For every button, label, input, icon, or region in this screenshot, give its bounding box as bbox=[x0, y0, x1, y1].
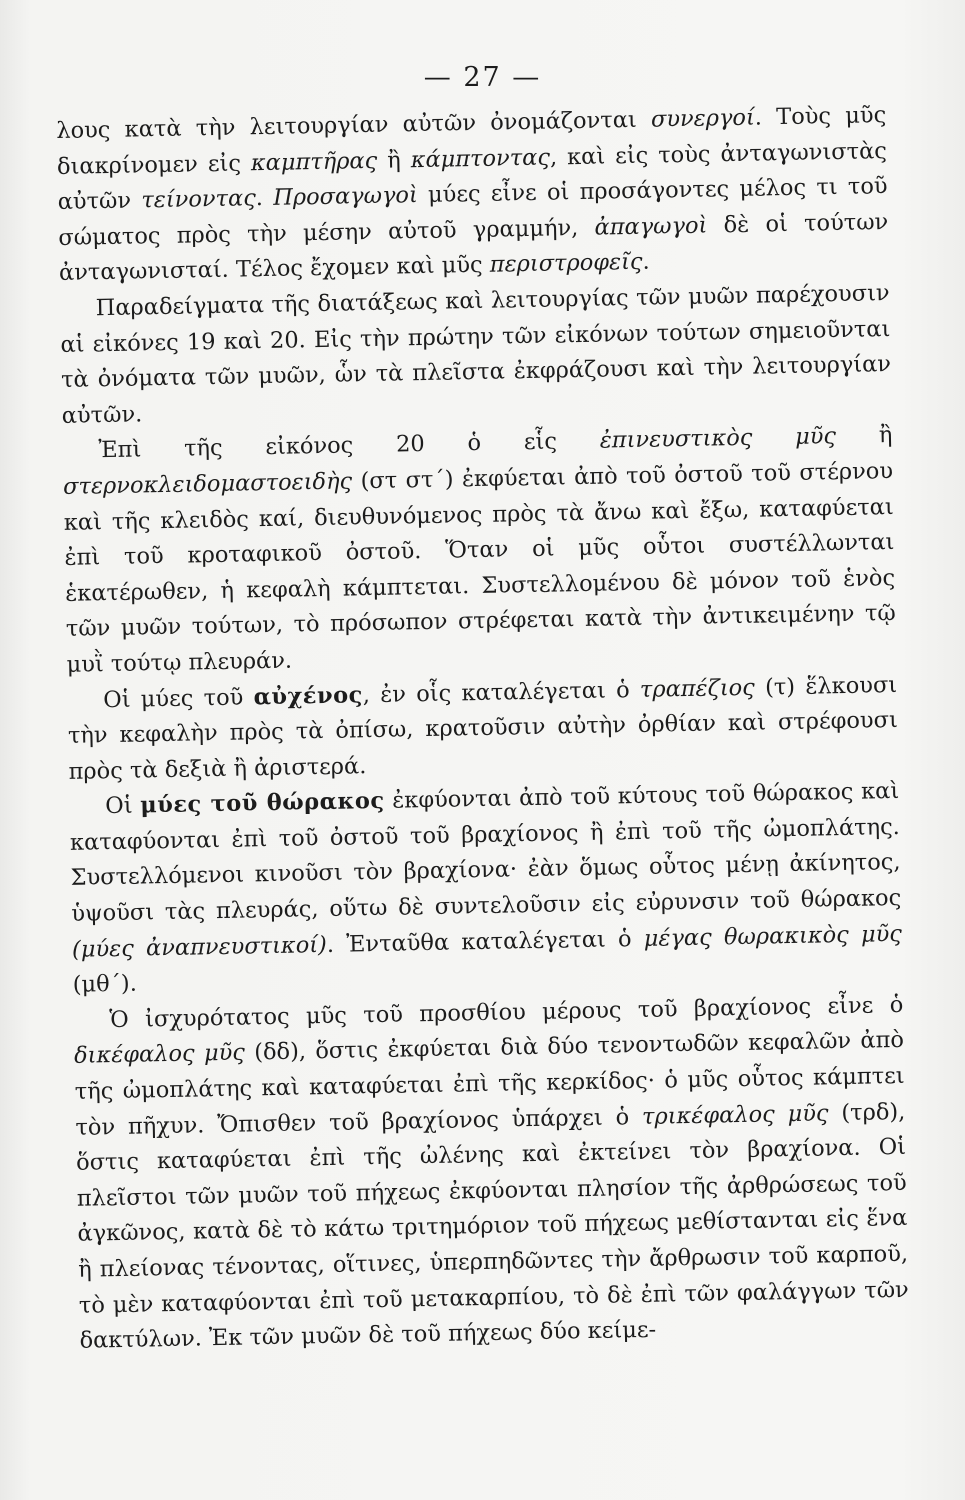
text-run: Οἱ μύες τοῦ bbox=[103, 683, 254, 713]
italic-term: Προσαγωγοὶ bbox=[272, 182, 419, 212]
body-text bbox=[56, 98, 910, 1359]
italic-term: μέγας θωρακικὸς μῦς bbox=[643, 920, 903, 952]
text-run: Ἐπὶ τῆς εἰκόνος 20 ὁ εἷς bbox=[98, 427, 600, 464]
text-run: (μθ΄). bbox=[72, 970, 138, 999]
text-run: . bbox=[642, 249, 650, 276]
text-run: (δδ), ὅστις ἐκφύεται διὰ δύο τενοντωδῶν κεφαλῶν ἀπὸ τῆς ὠμοπλάτης καὶ καταφύεται ἐπὶ τῆς κερκίδος· ὁ μῦς οὗτος κάμπτει τὸν πῆχυν. Ὄπισθεν τοῦ βραχίονος ὑπάρχει ὁ bbox=[74, 1027, 905, 1141]
text-run: λους κατὰ τὴν λειτουργίαν αὐτῶν ὀνομάζονται bbox=[56, 106, 652, 144]
italic-term: τείνοντας bbox=[141, 185, 257, 214]
italic-term: στερνοκλειδομαστοειδὴς bbox=[62, 468, 353, 500]
paragraph bbox=[69, 774, 903, 1003]
paragraph bbox=[62, 418, 897, 683]
italic-term: τρικέφαλος μῦς bbox=[641, 1099, 829, 1130]
bold-term: αὐχένος bbox=[253, 681, 364, 710]
text-run: Παραδείγματα τῆς διατάξεως καὶ λειτουργίας τῶν μυῶν παρέχουσιν αἱ εἰκόνες 19 καὶ 20. Εἰς τὴν πρώτην τῶν εἰκόνων τούτων σημειοῦνται τὰ ὀνόματα τῶν μυῶν, ὧν τὰ πλεῖστα ἐκφράζουσι καὶ τὴν λειτουργίαν αὐτῶν. bbox=[60, 280, 892, 429]
text-run: ἐκφύονται ἀπὸ τοῦ κύτους τοῦ θώρακος καὶ καταφύονται ἐπὶ τοῦ ὀστοῦ τοῦ βραχίονος ἢ ἐπὶ τοῦ τῆς ὠμοπλάτης. Συστελλόμενοι κινοῦσι τὸν βραχίονα· ἐὰν ὅμως οὗτος μένῃ ἀκίνητος, ὑψοῦσι τὰς πλευράς, οὕτω δὲ συντελοῦσιν εἰς εὐρυνσιν τοῦ θώρακος bbox=[69, 778, 902, 927]
italic-term: ἐπινευστικὸς μῦς bbox=[599, 423, 837, 454]
text-run: Οἱ bbox=[105, 792, 141, 820]
text-run: . Τοὺς μῦς διακρίνομεν εἰς bbox=[56, 102, 887, 180]
italic-term: (μύες ἀναπνευστικοί) bbox=[71, 931, 328, 963]
italic-term: τραπέζιος bbox=[639, 674, 756, 703]
italic-term: συνεργοί bbox=[650, 104, 756, 133]
text-run: μύες εἶνε οἱ προσάγοντες μέλος τι τοῦ σώματος πρὸς τὴν μέσην αὐτοῦ γραμμήν, bbox=[58, 173, 888, 251]
text-run: . bbox=[255, 185, 274, 212]
paragraph bbox=[56, 98, 889, 292]
text-run: . Ἐνταῦθα καταλέγεται ὁ bbox=[326, 925, 645, 958]
bold-term: μύες τοῦ θώρακος bbox=[140, 788, 385, 819]
paragraph bbox=[73, 988, 910, 1360]
text-run: (τ) ἕλκουσι τὴν κεφαλὴν πρὸς τὰ ὀπίσω, κρατοῦσιν αὐτὴν ὀρθίαν καὶ στρέφουσι πρὸς τὰ δεξιὰ ἢ ἀριστερά. bbox=[67, 671, 899, 785]
italic-term: περιστροφεῖς bbox=[489, 249, 643, 279]
paragraph bbox=[67, 667, 899, 790]
text-run: (τρδ), ὅστις καταφύεται ἐπὶ τῆς ὠλένης καὶ ἐκτείνει τὸν βραχίονα. Οἱ πλεῖστοι τῶν μυῶν τοῦ πήχεως ἐκφύονται πλησίον τῆς ἀρθρώσεως τοῦ ἀγκῶνος, κατὰ δὲ τὸ κάτω τριτημόριον τοῦ πήχεως μεθίστανται εἰς ἕνα ἢ πλείονας τένοντας, οἵτινες, ὑπερπηδῶντες τὴν ἄρθρωσιν τοῦ καρποῦ, τὸ μὲν καταφύονται ἐπὶ τοῦ μετακαρπίου, τὸ δὲ ἐπὶ τῶν φαλάγγων τῶν δακτύλων. Ἐκ τῶν μυῶν δὲ τοῦ πήχεως δύο κείμε- bbox=[75, 1098, 909, 1354]
italic-term: ἀπαγωγοὶ bbox=[594, 212, 708, 241]
text-run: , ἐν οἷς καταλέγεται ὁ bbox=[362, 676, 641, 708]
italic-term: δικέφαλος μῦς bbox=[73, 1039, 246, 1070]
paragraph bbox=[59, 276, 892, 434]
italic-term: κάμπτοντας bbox=[410, 144, 551, 173]
text-run: ἢ bbox=[835, 422, 893, 450]
italic-term: καμπτῆρας bbox=[250, 147, 378, 176]
page-number: — 27 — bbox=[423, 62, 542, 93]
text-run: Ὁ ἰσχυρότατος μῦς τοῦ προσθίου μέρους τοῦ βραχίονος εἶνε ὁ bbox=[109, 991, 904, 1033]
text-run: ἢ bbox=[376, 146, 411, 174]
text-run: , καὶ εἰς τοὺς ἀνταγωνιστὰς αὐτῶν bbox=[57, 137, 888, 216]
text-run: (στ στ΄) ἐκφύεται ἀπὸ τοῦ ὀστοῦ τοῦ στέρνου καὶ τῆς κλειδὸς καί, διευθυνόμενος πρὸς τὰ ἄνω καὶ ἔξω, καταφύεται ἐπὶ τοῦ κροταφικοῦ ὀστοῦ. Ὅταν οἱ μῦς οὗτοι συστέλλωνται ἑκατέρωθεν, ἡ κεφαλὴ κάμπτεται. Συστελλομένου δὲ μόνον τοῦ ἑνὸς τῶν μυῶν τούτων, τὸ πρόσωπον στρέφεται κατὰ τὴν ἀντικειμένην τῷ μυῒ τούτῳ πλευράν. bbox=[63, 457, 896, 678]
text-run: δὲ οἱ τούτων ἀνταγωνισταί. Τέλος ἔχομεν καὶ μῦς bbox=[58, 208, 889, 287]
